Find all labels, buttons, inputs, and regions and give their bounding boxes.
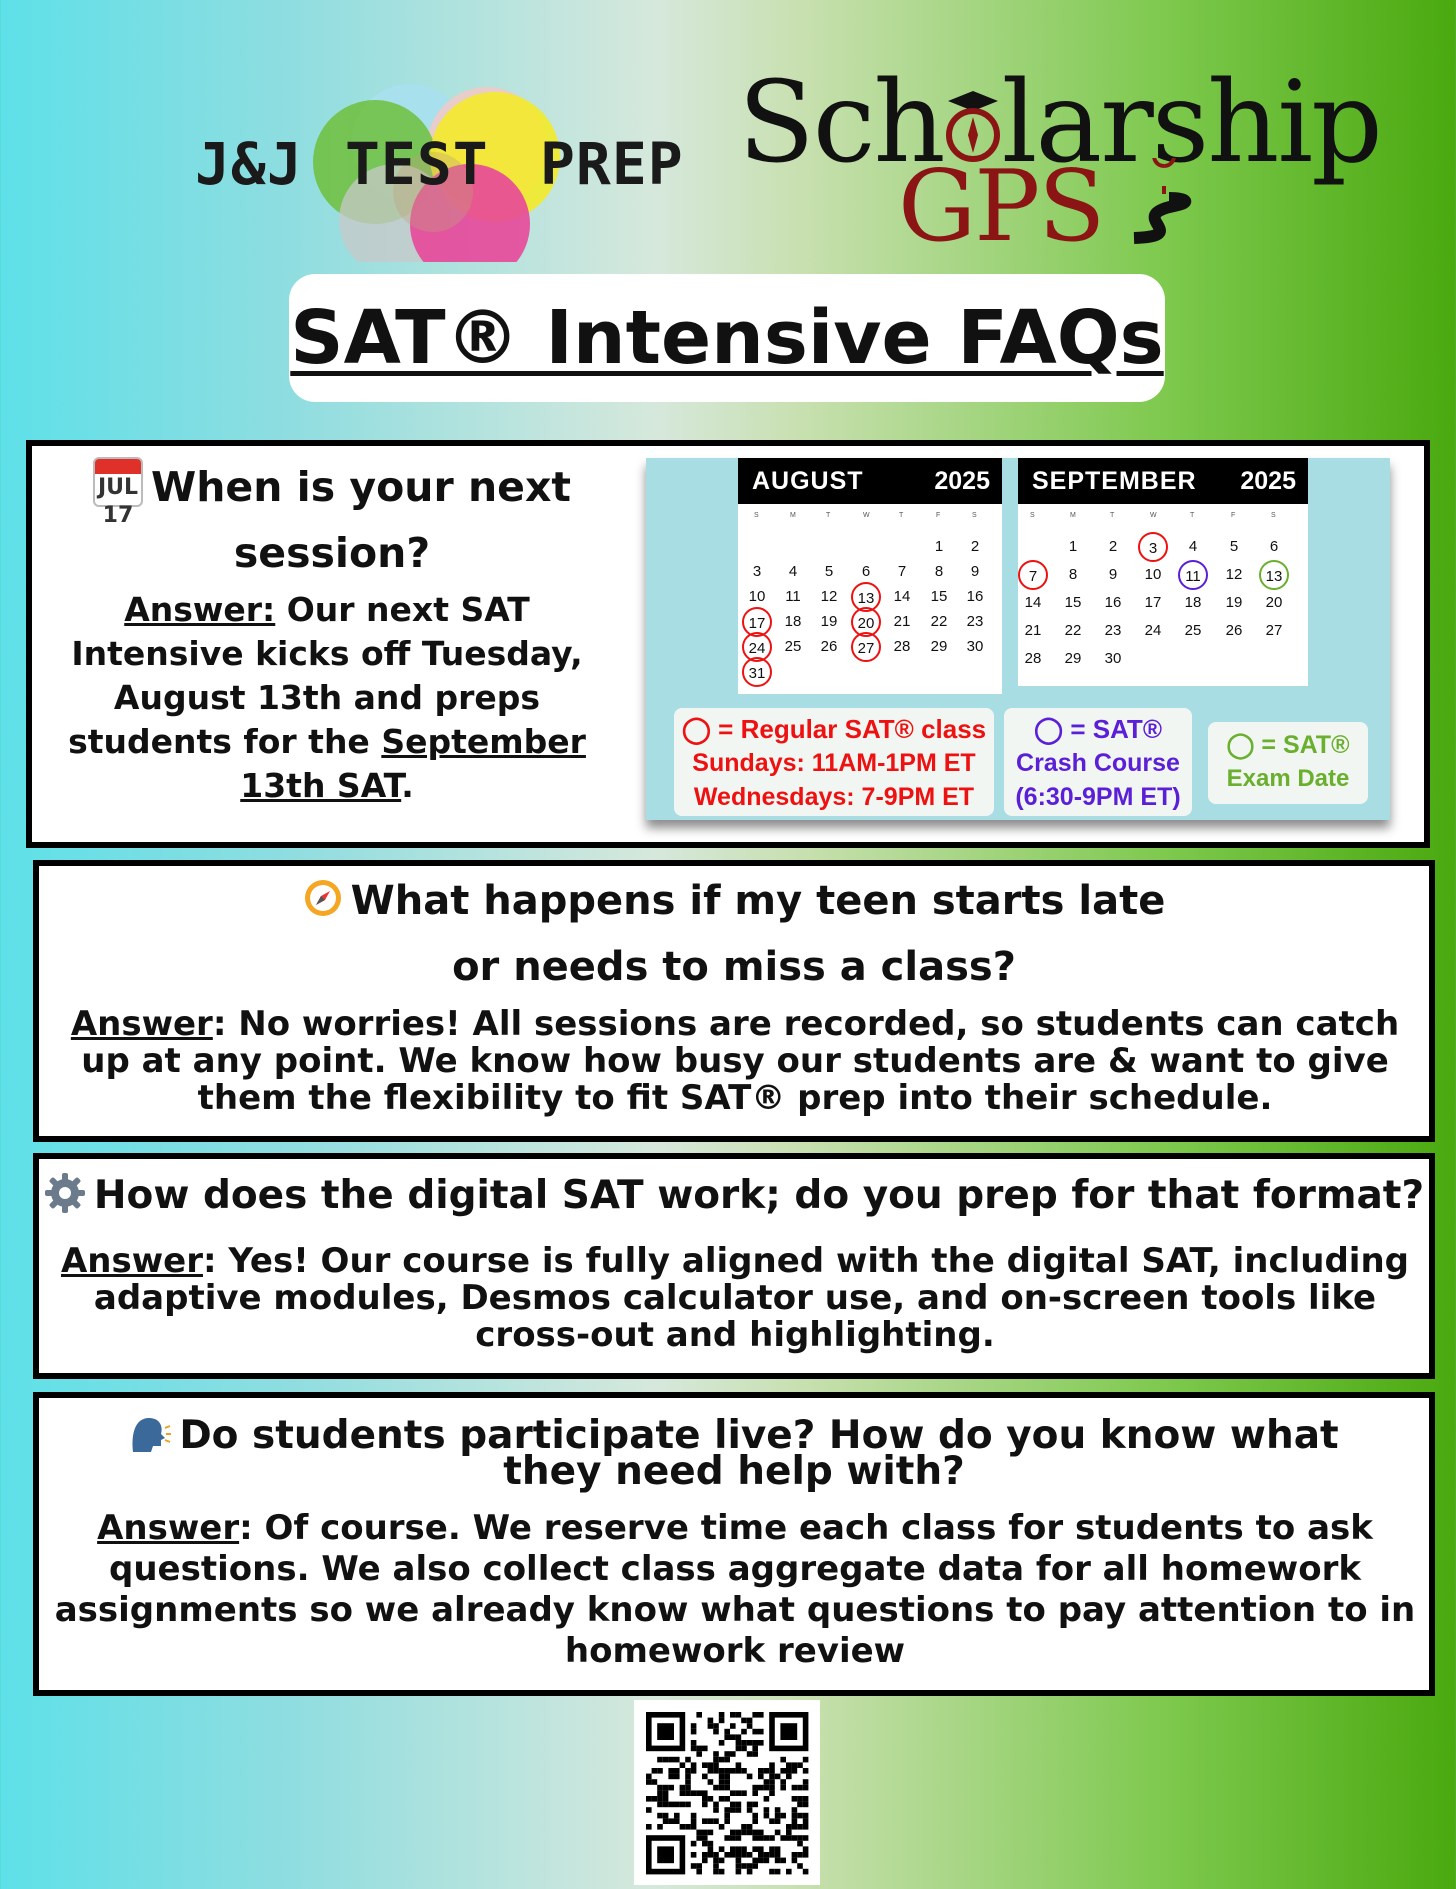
calendar-day: 25 <box>784 638 802 655</box>
calendar-icon: JUL 17 <box>93 457 143 507</box>
compass-icon <box>303 872 343 912</box>
jj-logo-right-text: PREP <box>540 130 684 198</box>
qr-code[interactable] <box>634 1700 820 1885</box>
weekday-label: T <box>1110 512 1115 519</box>
calendar-day: 19 <box>1225 594 1243 611</box>
calendar-day: 4 <box>788 563 798 580</box>
speaking-head-icon <box>129 1414 171 1454</box>
calendar-day: 16 <box>1104 594 1122 611</box>
calendar-graphic <box>646 458 1390 820</box>
calendar-day: 27 <box>851 632 881 662</box>
calendar-day: 30 <box>966 638 984 655</box>
faq-question: JUL 17 When is your next session? <box>52 454 612 586</box>
weekday-label: F <box>1231 512 1236 519</box>
september-year-label: 2025 <box>1240 467 1296 495</box>
calendar-day: 2 <box>970 538 980 555</box>
calendar-day: 5 <box>1229 538 1239 555</box>
calendar-day: 21 <box>893 613 911 630</box>
calendar-day: 24 <box>742 632 772 662</box>
answer-date-link: September 13th SAT <box>240 722 586 805</box>
calendar-day: 6 <box>1269 538 1279 555</box>
road-pin-icon <box>1114 158 1204 248</box>
faq-question: What happens if my teen starts late or needs to miss a class? <box>39 868 1429 1000</box>
weekday-label: S <box>972 512 977 519</box>
calendar-day: 9 <box>1108 566 1118 583</box>
calendar-day: 27 <box>1265 622 1283 639</box>
calendar-day: 19 <box>820 613 838 630</box>
calendar-day: 28 <box>893 638 911 655</box>
calendar-day: 12 <box>1225 566 1243 583</box>
calendar-day: 14 <box>1024 594 1042 611</box>
faq-question: Do students participate live? How do you know what they need help with? <box>99 1414 1369 1490</box>
calendar-day: 26 <box>820 638 838 655</box>
calendar-day: 23 <box>966 613 984 630</box>
calendar-day: 1 <box>1068 538 1078 555</box>
answer-label: Answer: <box>124 590 276 629</box>
answer-label: Answer <box>70 1004 213 1044</box>
weekday-label: W <box>863 512 870 519</box>
calendar-day: 22 <box>1064 622 1082 639</box>
calendar-day: 15 <box>1064 594 1082 611</box>
weekday-label: S <box>754 512 759 519</box>
calendar-day: 17 <box>1144 594 1162 611</box>
scholarship-text-end: larship <box>1001 58 1381 188</box>
calendar-day: 21 <box>1024 622 1042 639</box>
september-calendar <box>1018 458 1308 686</box>
calendar-day: 7 <box>897 563 907 580</box>
faq-answer: Answer: Yes! Our course is fully aligned with the digital SAT, including adaptive modules, Desmos calculator use, and on-screen tools like cross-out and highlighting. <box>60 1241 1410 1355</box>
calendar-day: 11 <box>785 588 801 605</box>
gps-text: GPS <box>898 150 1104 264</box>
weekday-label: T <box>899 512 904 519</box>
calendar-day: 9 <box>970 563 980 580</box>
weekday-label: F <box>936 512 941 519</box>
calendar-day: 12 <box>820 588 838 605</box>
weekday-label: S <box>1271 512 1276 519</box>
calendar-day: 25 <box>1184 622 1202 639</box>
calendar-day: 2 <box>1108 538 1118 555</box>
september-month-label: SEPTEMBER <box>1032 467 1197 495</box>
calendar-day: 3 <box>752 563 762 580</box>
faq-digital-sat <box>33 1153 1435 1379</box>
calendar-day: 18 <box>784 613 802 630</box>
legend-crash-course: ◯ = SAT® Crash Course (6:30-9PM ET) <box>1004 708 1192 816</box>
jj-test-prep-logo <box>195 52 715 262</box>
faq-question: How does the digital SAT work; do you prep for that format? <box>39 1169 1429 1223</box>
calendar-day: 14 <box>893 588 911 605</box>
weekday-label: M <box>790 512 796 519</box>
calendar-day: 30 <box>1104 650 1122 667</box>
calendar-day: 3 <box>1138 532 1168 562</box>
calendar-day: 22 <box>930 613 948 630</box>
calendar-day: 4 <box>1188 538 1198 555</box>
calendar-day: 17 <box>742 607 772 637</box>
qr-code-pattern <box>634 1700 820 1885</box>
jj-logo-left-text: J&J <box>195 130 303 198</box>
calendar-day: 28 <box>1024 650 1042 667</box>
calendar-day: 26 <box>1225 622 1243 639</box>
calendar-day: 7 <box>1018 560 1048 590</box>
calendar-day: 5 <box>824 563 834 580</box>
calendar-day: 1 <box>934 538 944 555</box>
scholarship-gps-logo <box>738 58 1381 264</box>
answer-label: Answer <box>97 1508 240 1548</box>
calendar-day: 6 <box>861 563 871 580</box>
calendar-day: 20 <box>851 607 881 637</box>
answer-label: Answer <box>60 1241 203 1281</box>
calendar-day: 13 <box>851 582 881 612</box>
faq-answer: Answer: Our next SAT Intensive kicks off Tuesday, August 13th and preps students for the September 13th SAT. <box>68 590 586 805</box>
august-month-label: AUGUST <box>752 467 864 495</box>
weekday-label: T <box>826 512 831 519</box>
calendar-day: 10 <box>748 588 766 605</box>
weekday-label: S <box>1030 512 1035 519</box>
calendar-day: 10 <box>1144 566 1162 583</box>
faq-answer: Answer: No worries! All sessions are recorded, so students can catch up at any point. We know how busy our students are & want to give them the flexibility to fit SAT® prep into their schedule. <box>70 1004 1400 1118</box>
calendar-day: 20 <box>1265 594 1283 611</box>
faq-live-participation <box>33 1392 1435 1696</box>
calendar-day: 8 <box>934 563 944 580</box>
calendar-day: 16 <box>966 588 984 605</box>
faq-answer: Answer: Of course. We reserve time each class for students to ask questions. We also collect class aggregate data for all homework assignments so we already know what questions to pay attention to in homework review <box>54 1508 1416 1671</box>
calendar-day: 29 <box>930 638 948 655</box>
calendar-day: 15 <box>930 588 948 605</box>
calendar-day: 13 <box>1259 560 1289 590</box>
calendar-day: 18 <box>1184 594 1202 611</box>
weekday-label: T <box>1190 512 1195 519</box>
calendar-day: 23 <box>1104 622 1122 639</box>
page-title: SAT® Intensive FAQs <box>290 295 1164 381</box>
page-title-box <box>289 274 1165 402</box>
gear-icon <box>44 1172 86 1214</box>
weekday-label: W <box>1150 512 1157 519</box>
scholarship-text-start: Sch <box>738 58 944 188</box>
calendar-day: 11 <box>1178 560 1208 590</box>
legend-exam-date: ◯ = SAT® Exam Date <box>1208 722 1368 804</box>
calendar-day: 24 <box>1144 622 1162 639</box>
calendar-day: 8 <box>1068 566 1078 583</box>
august-calendar <box>738 458 1002 694</box>
calendar-day: 29 <box>1064 650 1082 667</box>
august-year-label: 2025 <box>934 467 990 495</box>
legend-regular-class: ◯ = Regular SAT® class Sundays: 11AM-1PM ET Wednesdays: 7-9PM ET <box>674 708 994 816</box>
faq-late-start <box>33 860 1435 1142</box>
calendar-day: 31 <box>742 657 772 687</box>
weekday-label: M <box>1070 512 1076 519</box>
jj-logo-middle-text: TEST <box>345 130 489 198</box>
